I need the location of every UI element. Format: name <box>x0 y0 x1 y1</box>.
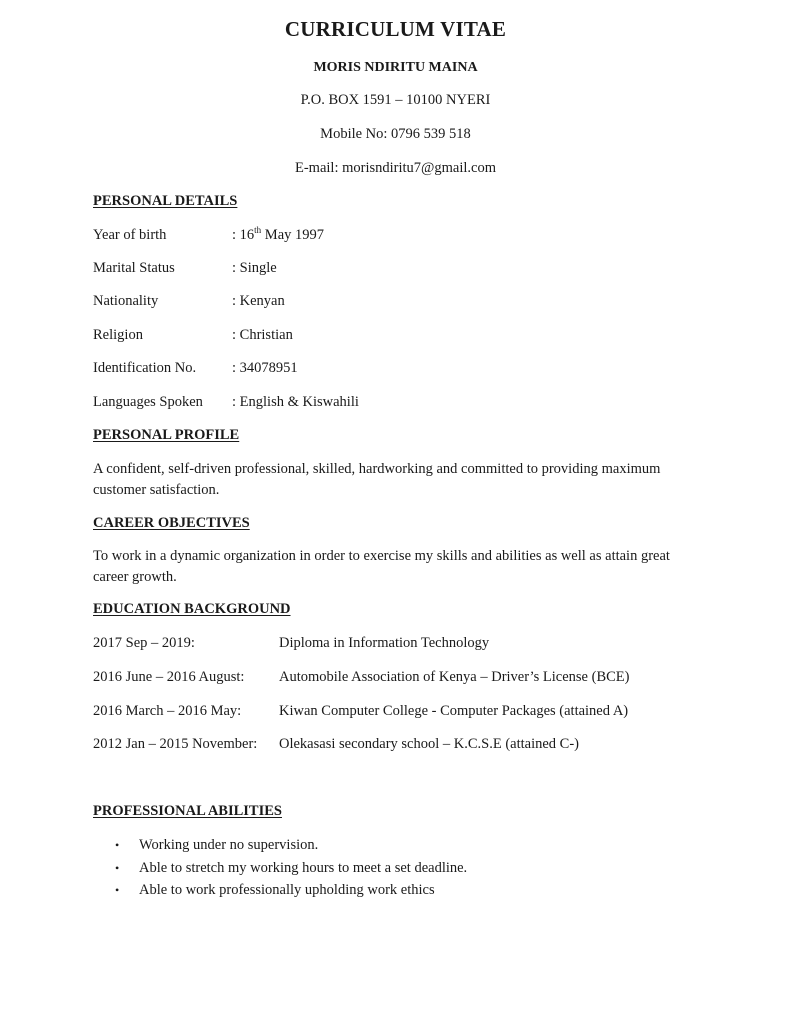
list-item <box>115 859 467 882</box>
career-objectives-text: To work in a dynamic organization in order to exercise my skills and abilities as well as attain great career growth. <box>93 548 670 585</box>
detail-label: Year of birth <box>93 227 167 243</box>
mobile-number: Mobile No: 0796 539 518 <box>320 126 471 142</box>
education-detail: Kiwan Computer College - Computer Packages (attained A) <box>279 703 629 719</box>
detail-value: : 34078951 <box>232 360 298 376</box>
bullet-icon: • <box>115 860 120 875</box>
candidate-name: MORIS NDIRITU MAINA <box>313 60 478 75</box>
career-objectives-heading: CAREER OBJECTIVES <box>93 515 250 531</box>
education-detail: Automobile Association of Kenya – Driver’s License (BCE) <box>279 669 630 685</box>
personal-profile-heading: PERSONAL PROFILE <box>93 427 240 443</box>
detail-value: : Christian <box>232 327 293 343</box>
detail-label: Nationality <box>93 293 159 309</box>
postal-address: P.O. BOX 1591 – 10100 NYERI <box>300 92 491 108</box>
education-detail: Olekasasi secondary school – K.C.S.E (attained C-) <box>279 736 579 752</box>
abilities-list <box>115 836 467 904</box>
document-title: CURRICULUM VITAE <box>284 17 507 41</box>
email-address: E-mail: morisndiritu7@gmail.com <box>294 160 497 176</box>
ability-text: Working under no supervision. <box>139 837 319 853</box>
education-period: 2016 June – 2016 August: <box>93 669 245 685</box>
professional-abilities-heading: PROFESSIONAL ABILITIES <box>93 803 282 819</box>
education-entry <box>93 736 579 753</box>
detail-value: : Single <box>232 260 277 276</box>
personal-details-heading: PERSONAL DETAILS <box>93 193 238 209</box>
detail-row-languages <box>93 394 359 411</box>
detail-value: : 16th May 1997 <box>232 225 325 243</box>
detail-row-birth <box>93 227 324 244</box>
detail-label: Religion <box>93 327 143 343</box>
list-item <box>115 881 467 904</box>
detail-row-nationality <box>93 293 285 310</box>
education-period: 2016 March – 2016 May: <box>93 703 242 719</box>
education-entry <box>93 703 628 720</box>
education-detail: Diploma in Information Technology <box>279 635 490 651</box>
bullet-icon: • <box>115 883 120 897</box>
personal-profile-text: A confident, self-driven professional, skilled, hardworking and committed to providing maximum customer satisfaction. <box>93 461 661 498</box>
detail-row-religion <box>93 327 293 344</box>
detail-label: Languages Spoken <box>93 394 203 410</box>
education-period: 2017 Sep – 2019: <box>93 635 195 651</box>
detail-row-marital-status <box>93 260 277 277</box>
detail-label: Marital Status <box>93 260 175 276</box>
detail-value: : English & Kiswahili <box>232 394 359 410</box>
ability-text: Able to work professionally upholding work ethics <box>139 882 435 898</box>
education-entry <box>93 669 629 686</box>
education-period: 2012 Jan – 2015 November: <box>93 736 258 752</box>
bullet-icon: • <box>115 838 120 852</box>
education-entry <box>93 635 489 652</box>
ability-text: Able to stretch my working hours to meet a set deadline. <box>139 859 468 876</box>
list-item <box>115 836 467 859</box>
detail-value: : Kenyan <box>232 293 285 309</box>
education-heading: EDUCATION BACKGROUND <box>93 601 291 617</box>
detail-label: Identification No. <box>93 360 197 376</box>
detail-row-identification <box>93 360 298 377</box>
